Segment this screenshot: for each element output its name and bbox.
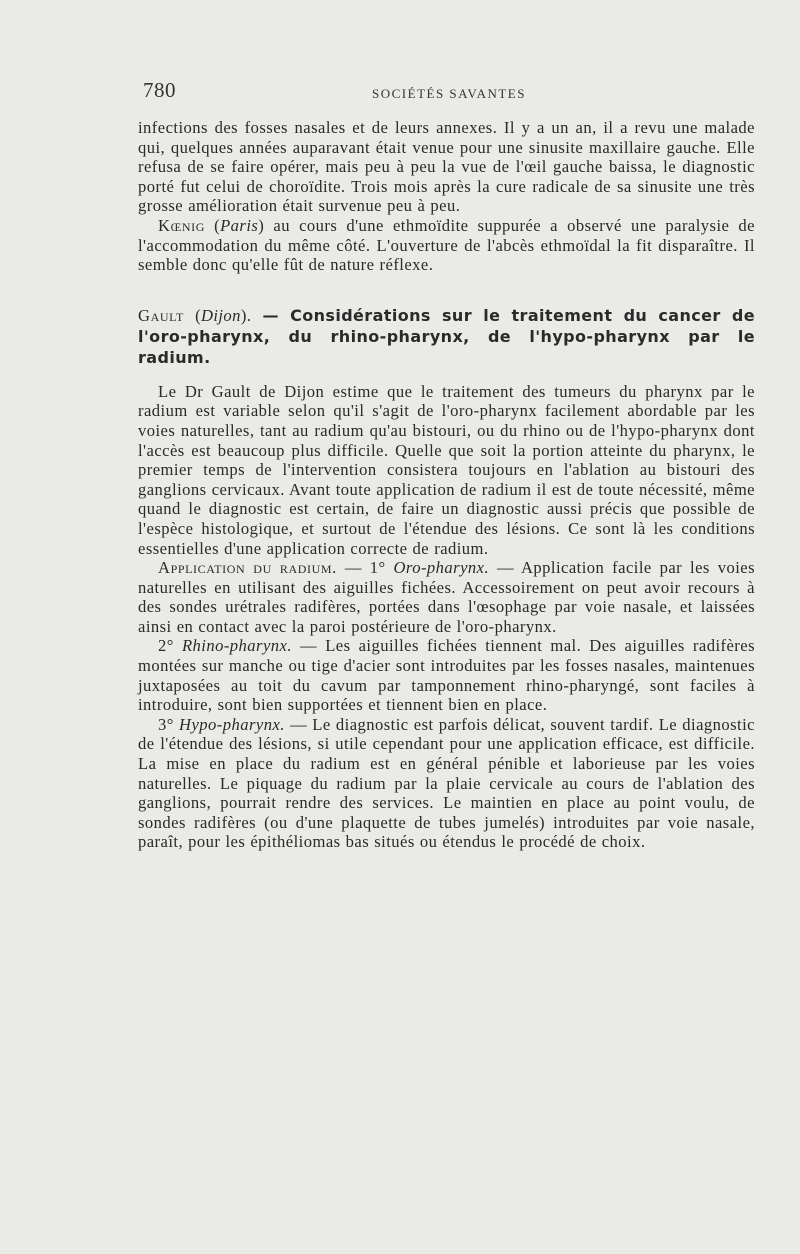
title-text: — Considérations sur le traitement du cancer de l'oro-pharynx, du rhino-pharynx, de l'hypo-pharynx par le radium.: [138, 305, 755, 367]
paragraph-gault-intro: Le Dr Gault de Dijon estime que le traitement des tumeurs du pharynx par le radium est variable selon qu'il s'agit de l'oro-pharynx facilement abordable par les voies naturelles, tant au radium qu'au bistouri, ou du rhino ou de l'hypo-pharynx dont l'accès est beaucoup plus difficile. Quelle que soit la portion atteinte du pharynx, le premier temps de l'intervention consistera toujours en l'ablation au bistouri des ganglions cervicaux. Avant toute application de radium il est de toute nécessité, même quand le diagnostic est certain, de faire un diagnostic aussi précis que possible de l'espèce histologique, et surtout de l'étendue des lésions. Ce sont là les conditions essentielles d'une application correcte de radium.: [138, 381, 755, 558]
paragraph-oro-pharynx: [138, 558, 755, 636]
author-koenig: Kœnig: [158, 215, 205, 235]
item-number-1: — 1°: [344, 558, 394, 578]
item-number-2: 2°: [158, 636, 182, 656]
term-oro-pharynx: Oro-pharynx.: [393, 558, 490, 578]
article-body: [138, 118, 755, 852]
item-number-3: 3°: [158, 714, 180, 734]
term-hypo-pharynx: Hypo-pharynx.: [179, 714, 285, 734]
term-rhino-pharynx: Rhino-pharynx.: [181, 636, 292, 656]
paragraph-continuation: infections des fosses nasales et de leurs annexes. Il y a un an, il a revu une malade qui, quelques années auparavant était venue pour une sinusite maxillaire gauche. Elle refusa de se faire opérer, mais peu à peu la vue de l'œil gauche baissa, le diagnostic porté fut celui de choroïdite. Trois mois après la cure radicale de sa sinusite une très grosse amélioration était survenue peu à peu.: [138, 118, 755, 216]
hypo-pharynx-text: — Le diagnostic est parfois délicat, souvent tardif. Le diagnostic de l'étendue des lésions, si utile cependant pour une application efficace, est difficile. La mise en place du radium est en général pénible et laborieuse par les voies naturelles. Le piquage du radium par la plaie cervicale au cours de l'ablation des ganglions, pourrait rendre des services. Le maintien en place au point voulu, de sondes radifères (ou d'une plaquette de tubes jumelés) introduites par voie nasale, paraît, pour les épithéliomas bas situés ou étendus le procédé de choix.: [138, 714, 755, 852]
oro-pharynx-text: — Application facile par les voies naturelles en utilisant des aiguilles fichées. Accessoirement on peut avoir recours à des sondes urétrales radifères, portées dans l'œsophage par voie nasale, et laissées ainsi en contact avec la paroi postérieure de l'oro-pharynx.: [138, 558, 755, 636]
paragraph-hypo-pharynx: [138, 715, 755, 852]
running-title: SOCIÉTÉS SAVANTES: [372, 86, 526, 101]
title-place: Dijon: [201, 305, 241, 325]
paragraph-koenig-text: au cours d'une ethmoïdite suppurée a observé une paralysie de l'accommodation du même côté. L'ouverture de l'abcès ethmoïdal la fit disparaître. Il semble donc qu'elle fût de nature réflexe.: [138, 215, 755, 275]
paragraph-rhino-pharynx: [138, 636, 755, 714]
place-paris: Paris: [220, 215, 259, 235]
section-title: Gault (Dijon). — Considérations sur le traitement du cancer de l'oro-pharynx, du rhino-pharynx, de l'hypo-pharynx par le radium.: [138, 305, 755, 367]
page-number: 780: [143, 78, 176, 102]
title-author: Gault: [138, 305, 184, 325]
rhino-pharynx-text: — Les aiguilles fichées tiennent mal. Des aiguilles radifères montées sur manche ou tige d'acier sont introduites par les fosses nasales, maintenues juxtaposées au toit du cavum par tamponnement rhino-pharyngé, sont faciles à introduire, sont bien supportées et tiennent bien en place.: [138, 636, 755, 715]
application-label: Application du radium.: [158, 558, 337, 578]
paragraph-koenig: Kœnig (Paris) au cours d'une ethmoïdite suppurée a observé une paralysie de l'accommodation du même côté. L'ouverture de l'abcès ethmoïdal la fit disparaître. Il semble donc qu'elle fût de nature réflexe.: [138, 215, 755, 275]
page-header: [143, 78, 755, 110]
